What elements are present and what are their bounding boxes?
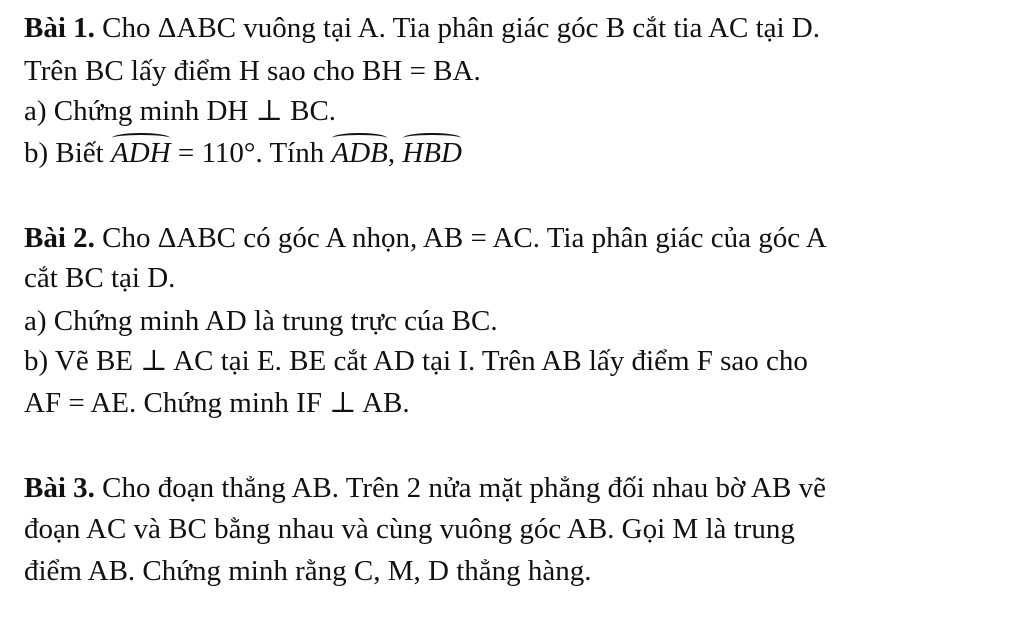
ex1-part-b — [24, 133, 462, 171]
ex1-part-b-value: = 110°. Tính — [170, 137, 332, 169]
ex2-intro-2: cắt BC tại D. — [24, 262, 176, 294]
ex1-part-a: a) Chứng minh DH ⊥ BC. — [24, 95, 337, 127]
ex2-title: Bài 2. — [24, 222, 95, 254]
ex3-line-1 — [24, 470, 826, 506]
ex1-part-b-prefix: b) Biết — [24, 137, 111, 169]
ex3-intro-2: đoạn AC và BC bằng nhau và cùng vuông góc AB. Gọi M là trung — [24, 513, 795, 545]
ex3-intro-3: điểm AB. Chứng minh rằng C, M, D thẳng hàng. — [24, 555, 592, 587]
ex1-title: Bài 1. — [24, 12, 95, 44]
ex1-intro-1: Cho ΔABC vuông tại A. Tia phân giác góc B cắt tia AC tại D. — [94, 12, 820, 44]
ex2-part-b-1: b) Vẽ BE ⊥ AC tại E. BE cắt AD tại I. Trên AB lấy điểm F sao cho — [24, 345, 808, 377]
ex1-part-b-sep: , — [387, 137, 403, 169]
angle-hbd: HBD — [402, 133, 462, 171]
ex2-intro-1: Cho ΔABC có góc A nhọn, AB = AC. Tia phân giác của góc A — [94, 222, 827, 254]
angle-adh: ADH — [111, 133, 171, 171]
ex3-title: Bài 3. — [24, 472, 95, 504]
angle-adb: ADB — [331, 133, 387, 171]
ex3-intro-1: Cho đoạn thẳng AB. Trên 2 nửa mặt phẳng đối nhau bờ AB vẽ — [94, 472, 826, 504]
ex2-part-b-2: AF = AE. Chứng minh IF ⊥ AB. — [24, 387, 410, 419]
ex2-part-a: a) Chứng minh AD là trung trực cúa BC. — [24, 305, 498, 337]
ex1-intro-2: Trên BC lấy điểm H sao cho BH = BA. — [24, 55, 481, 87]
ex1-line-1 — [24, 10, 820, 46]
ex2-line-1 — [24, 220, 827, 256]
